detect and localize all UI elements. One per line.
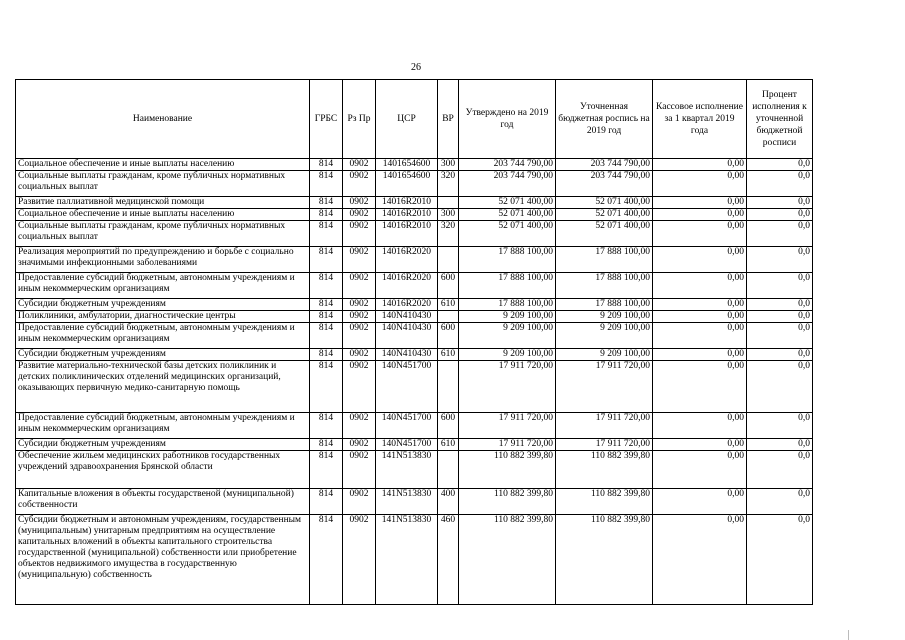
cell-percent: 0,0 (747, 515, 813, 605)
cell-refined: 9 209 100,00 (556, 349, 653, 361)
cell-cash: 0,00 (653, 361, 747, 413)
cell-refined: 203 744 790,00 (556, 171, 653, 197)
cell-name: Предоставление субсидий бюджетным, автономным учреждениям и иным некоммерческим организациям (16, 413, 310, 439)
cell-refined: 110 882 399,80 (556, 515, 653, 605)
cell-percent: 0,0 (747, 323, 813, 349)
cell-csr: 140N451700 (376, 439, 438, 451)
cell-percent: 0,0 (747, 451, 813, 489)
cell-refined: 9 209 100,00 (556, 323, 653, 349)
header-refined: Уточненная бюджетная роспись на 2019 год (556, 80, 653, 159)
cell-percent: 0,0 (747, 311, 813, 323)
cell-name: Субсидии бюджетным и автономным учреждениям, государственным (муниципальным) унитарным предприятиям на осуществление капитальных вложений в объекты капитального строительства государственной (муниципальной) собственности или приобретение объектов недвижимого имущества в государственную (муниципальную) собственность (16, 515, 310, 605)
cell-cash: 0,00 (653, 413, 747, 439)
cell-grbs: 814 (310, 489, 343, 515)
cell-cash: 0,00 (653, 299, 747, 311)
scan-edge-mark (848, 630, 849, 640)
budget-table (15, 79, 813, 605)
cell-cash: 0,00 (653, 349, 747, 361)
cell-percent: 0,0 (747, 439, 813, 451)
cell-rzpr: 0902 (343, 413, 376, 439)
table-row (16, 489, 813, 515)
cell-vr: 600 (438, 323, 459, 349)
cell-name: Социальное обеспечение и иные выплаты населению (16, 159, 310, 171)
cell-approved: 9 209 100,00 (459, 323, 556, 349)
cell-csr: 141N513830 (376, 451, 438, 489)
table-row (16, 159, 813, 171)
cell-vr: 610 (438, 349, 459, 361)
cell-vr (438, 197, 459, 209)
cell-csr: 14016R2020 (376, 247, 438, 273)
cell-csr: 1401654600 (376, 171, 438, 197)
header-vr: ВР (438, 80, 459, 159)
cell-cash: 0,00 (653, 209, 747, 221)
table-row (16, 323, 813, 349)
cell-csr: 141N513830 (376, 489, 438, 515)
cell-percent: 0,0 (747, 361, 813, 413)
table-row (16, 197, 813, 209)
cell-percent: 0,0 (747, 197, 813, 209)
cell-approved: 52 071 400,00 (459, 197, 556, 209)
cell-vr: 600 (438, 413, 459, 439)
cell-rzpr: 0902 (343, 209, 376, 221)
cell-approved: 203 744 790,00 (459, 159, 556, 171)
cell-approved: 52 071 400,00 (459, 209, 556, 221)
cell-csr: 14016R2020 (376, 273, 438, 299)
cell-csr: 140N410430 (376, 349, 438, 361)
cell-refined: 52 071 400,00 (556, 197, 653, 209)
cell-name: Предоставление субсидий бюджетным, автономным учреждениям и иным некоммерческим организациям (16, 273, 310, 299)
header-grbs: ГРБС (310, 80, 343, 159)
cell-refined: 17 911 720,00 (556, 413, 653, 439)
table-row (16, 413, 813, 439)
cell-refined: 17 888 100,00 (556, 247, 653, 273)
cell-rzpr: 0902 (343, 247, 376, 273)
table-row (16, 209, 813, 221)
cell-cash: 0,00 (653, 489, 747, 515)
cell-vr (438, 311, 459, 323)
cell-percent: 0,0 (747, 273, 813, 299)
cell-csr: 140N410430 (376, 323, 438, 349)
cell-grbs: 814 (310, 197, 343, 209)
cell-name: Реализация мероприятий по предупреждению и борьбе с социально значимыми инфекционными заболеваниями (16, 247, 310, 273)
cell-refined: 17 911 720,00 (556, 361, 653, 413)
header-csr: ЦСР (376, 80, 438, 159)
cell-rzpr: 0902 (343, 361, 376, 413)
cell-grbs: 814 (310, 439, 343, 451)
cell-grbs: 814 (310, 171, 343, 197)
cell-vr: 600 (438, 273, 459, 299)
cell-cash: 0,00 (653, 197, 747, 209)
cell-rzpr: 0902 (343, 451, 376, 489)
cell-cash: 0,00 (653, 451, 747, 489)
cell-percent: 0,0 (747, 209, 813, 221)
cell-refined: 110 882 399,80 (556, 451, 653, 489)
cell-approved: 52 071 400,00 (459, 221, 556, 247)
cell-grbs: 814 (310, 159, 343, 171)
cell-refined: 17 888 100,00 (556, 299, 653, 311)
cell-csr: 1401654600 (376, 159, 438, 171)
cell-rzpr: 0902 (343, 489, 376, 515)
cell-vr (438, 247, 459, 273)
table-row (16, 451, 813, 489)
cell-approved: 110 882 399,80 (459, 451, 556, 489)
cell-percent: 0,0 (747, 159, 813, 171)
cell-grbs: 814 (310, 311, 343, 323)
cell-approved: 110 882 399,80 (459, 489, 556, 515)
cell-vr: 300 (438, 159, 459, 171)
cell-grbs: 814 (310, 361, 343, 413)
cell-cash: 0,00 (653, 439, 747, 451)
header-name: Наименование (16, 80, 310, 159)
cell-rzpr: 0902 (343, 159, 376, 171)
cell-rzpr: 0902 (343, 439, 376, 451)
table-row (16, 221, 813, 247)
cell-name: Развитие материально-технической базы детских поликлиник и детских поликлинических отделений медицинских организаций, оказывающих первичную медико-санитарную помощь (16, 361, 310, 413)
cell-grbs: 814 (310, 209, 343, 221)
cell-grbs: 814 (310, 349, 343, 361)
cell-percent: 0,0 (747, 349, 813, 361)
cell-name: Развитие паллиативной медицинской помощи (16, 197, 310, 209)
cell-name: Субсидии бюджетным учреждениям (16, 439, 310, 451)
cell-refined: 110 882 399,80 (556, 489, 653, 515)
cell-name: Капитальные вложения в объекты государственой (муниципальной) собственности (16, 489, 310, 515)
table-row (16, 515, 813, 605)
cell-percent: 0,0 (747, 489, 813, 515)
header-rzpr: Рз Пр (343, 80, 376, 159)
cell-rzpr: 0902 (343, 323, 376, 349)
cell-cash: 0,00 (653, 171, 747, 197)
table-row (16, 299, 813, 311)
cell-csr: 14016R2010 (376, 209, 438, 221)
cell-name: Поликлиники, амбулатории, диагностические центры (16, 311, 310, 323)
cell-csr: 140N410430 (376, 311, 438, 323)
cell-cash: 0,00 (653, 247, 747, 273)
cell-vr (438, 361, 459, 413)
cell-approved: 203 744 790,00 (459, 171, 556, 197)
page-number: 26 (411, 62, 421, 73)
cell-percent: 0,0 (747, 221, 813, 247)
cell-rzpr: 0902 (343, 171, 376, 197)
cell-approved: 17 911 720,00 (459, 361, 556, 413)
cell-rzpr: 0902 (343, 299, 376, 311)
cell-vr: 320 (438, 221, 459, 247)
cell-rzpr: 0902 (343, 273, 376, 299)
cell-name: Предоставление субсидий бюджетным, автономным учреждениям и иным некоммерческим организациям (16, 323, 310, 349)
cell-grbs: 814 (310, 323, 343, 349)
table-header-row (16, 80, 813, 159)
cell-approved: 9 209 100,00 (459, 349, 556, 361)
cell-percent: 0,0 (747, 299, 813, 311)
cell-rzpr: 0902 (343, 515, 376, 605)
cell-cash: 0,00 (653, 323, 747, 349)
cell-csr: 140N451700 (376, 361, 438, 413)
header-percent: Процент исполнения к уточненной бюджетной росписи (747, 80, 813, 159)
cell-approved: 110 882 399,80 (459, 515, 556, 605)
table-row (16, 361, 813, 413)
cell-approved: 17 911 720,00 (459, 413, 556, 439)
cell-name: Обеспечение жильем медицинских работников государственных учреждений здравоохранения Брянской области (16, 451, 310, 489)
cell-rzpr: 0902 (343, 311, 376, 323)
cell-name: Субсидии бюджетным учреждениям (16, 349, 310, 361)
cell-percent: 0,0 (747, 247, 813, 273)
cell-grbs: 814 (310, 451, 343, 489)
header-cash: Кассовое исполнение за 1 квартал 2019 года (653, 80, 747, 159)
cell-approved: 17 888 100,00 (459, 299, 556, 311)
cell-grbs: 814 (310, 515, 343, 605)
cell-name: Социальные выплаты гражданам, кроме публичных нормативных социальных выплат (16, 171, 310, 197)
cell-cash: 0,00 (653, 515, 747, 605)
table-row (16, 349, 813, 361)
cell-approved: 17 888 100,00 (459, 247, 556, 273)
cell-percent: 0,0 (747, 171, 813, 197)
cell-csr: 14016R2010 (376, 221, 438, 247)
cell-cash: 0,00 (653, 159, 747, 171)
cell-vr (438, 451, 459, 489)
cell-grbs: 814 (310, 299, 343, 311)
cell-approved: 17 888 100,00 (459, 273, 556, 299)
cell-name: Социальное обеспечение и иные выплаты населению (16, 209, 310, 221)
cell-refined: 52 071 400,00 (556, 209, 653, 221)
header-approved: Утверждено на 2019 год (459, 80, 556, 159)
cell-name: Социальные выплаты гражданам, кроме публичных нормативных социальных выплат (16, 221, 310, 247)
cell-grbs: 814 (310, 221, 343, 247)
cell-csr: 140N451700 (376, 413, 438, 439)
cell-grbs: 814 (310, 273, 343, 299)
table-row (16, 311, 813, 323)
cell-refined: 17 911 720,00 (556, 439, 653, 451)
cell-csr: 14016R2020 (376, 299, 438, 311)
cell-vr: 400 (438, 489, 459, 515)
cell-approved: 17 911 720,00 (459, 439, 556, 451)
cell-refined: 52 071 400,00 (556, 221, 653, 247)
cell-refined: 17 888 100,00 (556, 273, 653, 299)
cell-percent: 0,0 (747, 413, 813, 439)
cell-cash: 0,00 (653, 221, 747, 247)
cell-vr: 460 (438, 515, 459, 605)
table-row (16, 439, 813, 451)
cell-grbs: 814 (310, 413, 343, 439)
cell-grbs: 814 (310, 247, 343, 273)
cell-cash: 0,00 (653, 273, 747, 299)
cell-vr: 320 (438, 171, 459, 197)
table-row (16, 273, 813, 299)
table-row (16, 171, 813, 197)
cell-cash: 0,00 (653, 311, 747, 323)
cell-csr: 141N513830 (376, 515, 438, 605)
cell-vr: 610 (438, 299, 459, 311)
cell-vr: 610 (438, 439, 459, 451)
table-row (16, 247, 813, 273)
cell-name: Субсидии бюджетным учреждениям (16, 299, 310, 311)
cell-approved: 9 209 100,00 (459, 311, 556, 323)
cell-vr: 300 (438, 209, 459, 221)
cell-refined: 9 209 100,00 (556, 311, 653, 323)
cell-rzpr: 0902 (343, 221, 376, 247)
cell-rzpr: 0902 (343, 197, 376, 209)
cell-rzpr: 0902 (343, 349, 376, 361)
cell-csr: 14016R2010 (376, 197, 438, 209)
cell-refined: 203 744 790,00 (556, 159, 653, 171)
